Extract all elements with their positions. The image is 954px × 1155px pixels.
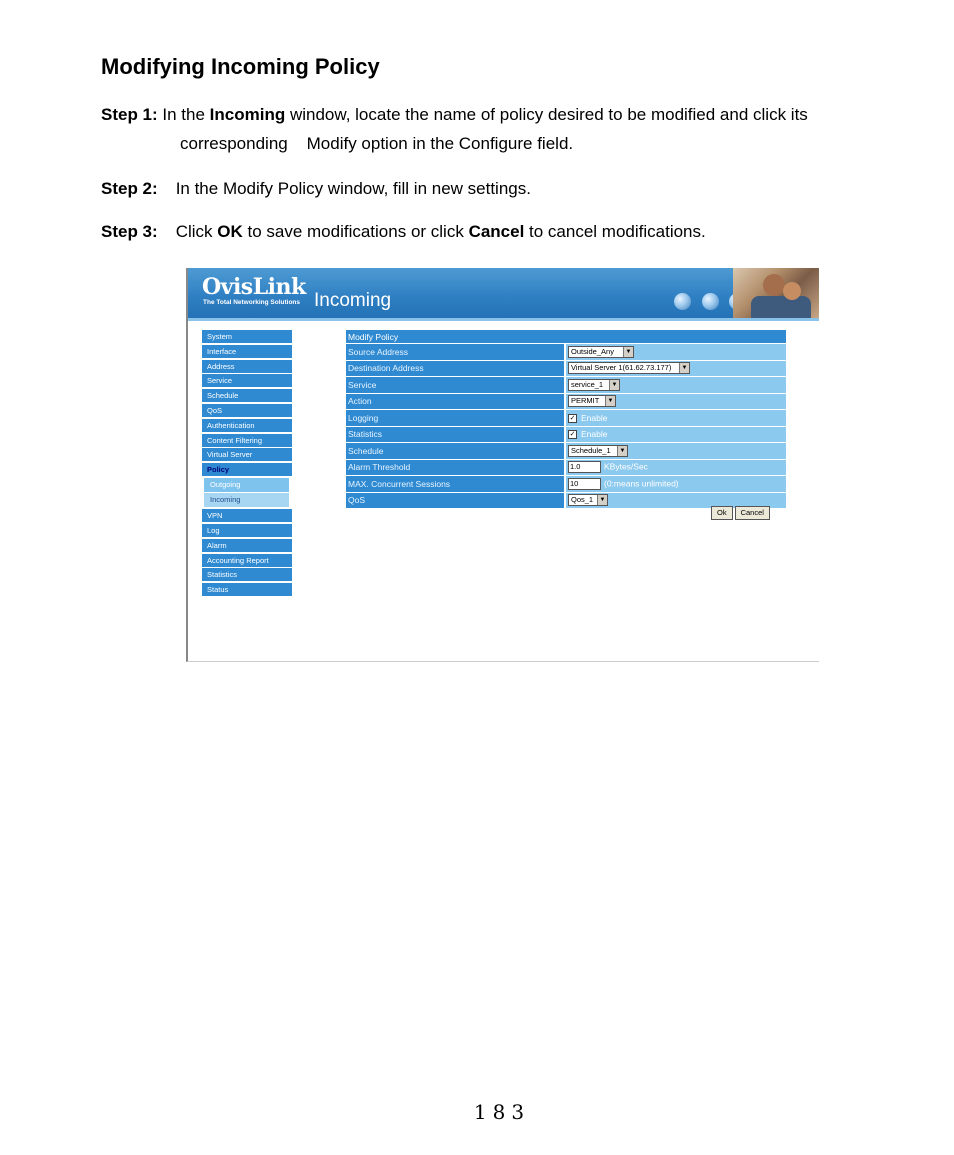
step-2-label: Step 2: <box>101 179 158 198</box>
cancel-button[interactable]: Cancel <box>735 506 770 520</box>
step-1-text-b: window, locate the name of policy desired to be modified and click its <box>285 105 808 124</box>
max-sessions-hint: (0:means unlimited) <box>604 478 679 488</box>
document-title: Modifying Incoming Policy <box>101 54 380 79</box>
menu-item-content-filtering[interactable]: Content Filtering <box>202 434 292 448</box>
page-number: 183 <box>473 1100 531 1124</box>
submenu-item-incoming[interactable]: Incoming <box>204 493 289 507</box>
step-3 <box>101 220 706 244</box>
label-schedule: Schedule <box>346 443 565 460</box>
menu-item-address[interactable]: Address <box>202 360 292 374</box>
label-service: Service <box>346 377 565 394</box>
label-alarm-threshold: Alarm Threshold <box>346 459 565 476</box>
step-1-bold: Incoming <box>209 105 286 124</box>
menu-item-statistics[interactable]: Statistics <box>202 568 292 582</box>
source-address-select[interactable]: Outside_Any ▼ <box>568 346 634 358</box>
action-select[interactable]: PERMIT ▼ <box>568 395 616 407</box>
step-1-label: Step 1: <box>101 105 158 124</box>
submenu-item-outgoing[interactable]: Outgoing <box>204 478 289 492</box>
form-header: Modify Policy <box>346 330 786 344</box>
step-1 <box>101 103 808 127</box>
step-3-text-b: to save modifications or click <box>242 222 469 241</box>
step-3-label: Step 3: <box>101 222 158 241</box>
dropdown-arrow-icon: ▼ <box>617 446 627 456</box>
page-title: Incoming <box>314 290 392 311</box>
step-3-ok: OK <box>217 222 243 241</box>
alarm-threshold-unit: KBytes/Sec <box>604 461 648 472</box>
ui-screenshot <box>186 268 819 662</box>
logging-checkbox[interactable]: ✓ <box>569 414 576 422</box>
logo-tagline: The Total Networking Solutions <box>203 299 301 306</box>
menu-item-status[interactable]: Status <box>202 583 292 597</box>
banner-photo <box>733 268 819 318</box>
label-source-address: Source Address <box>346 344 565 361</box>
modify-policy-form <box>346 330 786 509</box>
globe-icon <box>702 293 719 310</box>
label-logging: Logging <box>346 410 565 427</box>
alarm-threshold-input[interactable]: 1.0 <box>568 461 601 473</box>
ok-button[interactable]: Ok <box>711 506 733 520</box>
label-qos: QoS <box>346 492 565 509</box>
menu-item-interface[interactable]: Interface <box>202 345 292 359</box>
step-3-cancel: Cancel <box>468 222 525 241</box>
step-1-text-a: In the <box>157 105 210 124</box>
schedule-select[interactable]: Schedule_1 ▼ <box>568 445 628 457</box>
service-select[interactable]: service_1 ▼ <box>568 379 620 391</box>
sidebar-menu <box>202 330 292 598</box>
menu-item-qos[interactable]: QoS <box>202 404 292 418</box>
globe-icon <box>674 293 691 310</box>
statistics-enable-text: Enable <box>581 429 608 440</box>
dropdown-arrow-icon: ▼ <box>623 347 633 357</box>
form-buttons <box>709 502 770 520</box>
logging-enable-text: Enable <box>581 412 608 423</box>
label-statistics: Statistics <box>346 426 565 443</box>
menu-item-virtual-server[interactable]: Virtual Server <box>202 448 292 462</box>
label-destination-address: Destination Address <box>346 360 565 377</box>
dropdown-arrow-icon: ▼ <box>597 495 607 505</box>
label-max-concurrent-sessions: MAX. Concurrent Sessions <box>346 476 565 493</box>
menu-item-alarm[interactable]: Alarm <box>202 539 292 553</box>
menu-item-accounting-report[interactable]: Accounting Report <box>202 554 292 568</box>
menu-item-system[interactable]: System <box>202 330 292 344</box>
menu-item-authentication[interactable]: Authentication <box>202 419 292 433</box>
step-1-continuation: corresponding Modify option in the Configure field. <box>180 134 574 153</box>
statistics-checkbox[interactable]: ✓ <box>569 431 576 439</box>
menu-item-log[interactable]: Log <box>202 524 292 538</box>
menu-item-service[interactable]: Service <box>202 374 292 388</box>
dropdown-arrow-icon: ▼ <box>679 363 689 373</box>
banner <box>188 268 819 320</box>
menu-item-policy[interactable]: Policy <box>202 463 292 477</box>
menu-item-schedule[interactable]: Schedule <box>202 389 292 403</box>
step-3-text-a: Click <box>175 222 218 241</box>
ovislink-logo: OvisLink <box>202 274 306 300</box>
qos-select[interactable]: Qos_1 ▼ <box>568 494 608 506</box>
step-2 <box>101 177 531 201</box>
step-3-text-c: to cancel modifications. <box>524 222 706 241</box>
max-sessions-input[interactable]: 10 <box>568 478 601 490</box>
menu-item-vpn[interactable]: VPN <box>202 509 292 523</box>
dropdown-arrow-icon: ▼ <box>605 396 615 406</box>
dropdown-arrow-icon: ▼ <box>609 380 619 390</box>
step-2-text: In the Modify Policy window, fill in new settings. <box>175 179 531 198</box>
destination-address-select[interactable]: Virtual Server 1(61.62.73.177) ▼ <box>568 362 690 374</box>
label-action: Action <box>346 393 565 410</box>
